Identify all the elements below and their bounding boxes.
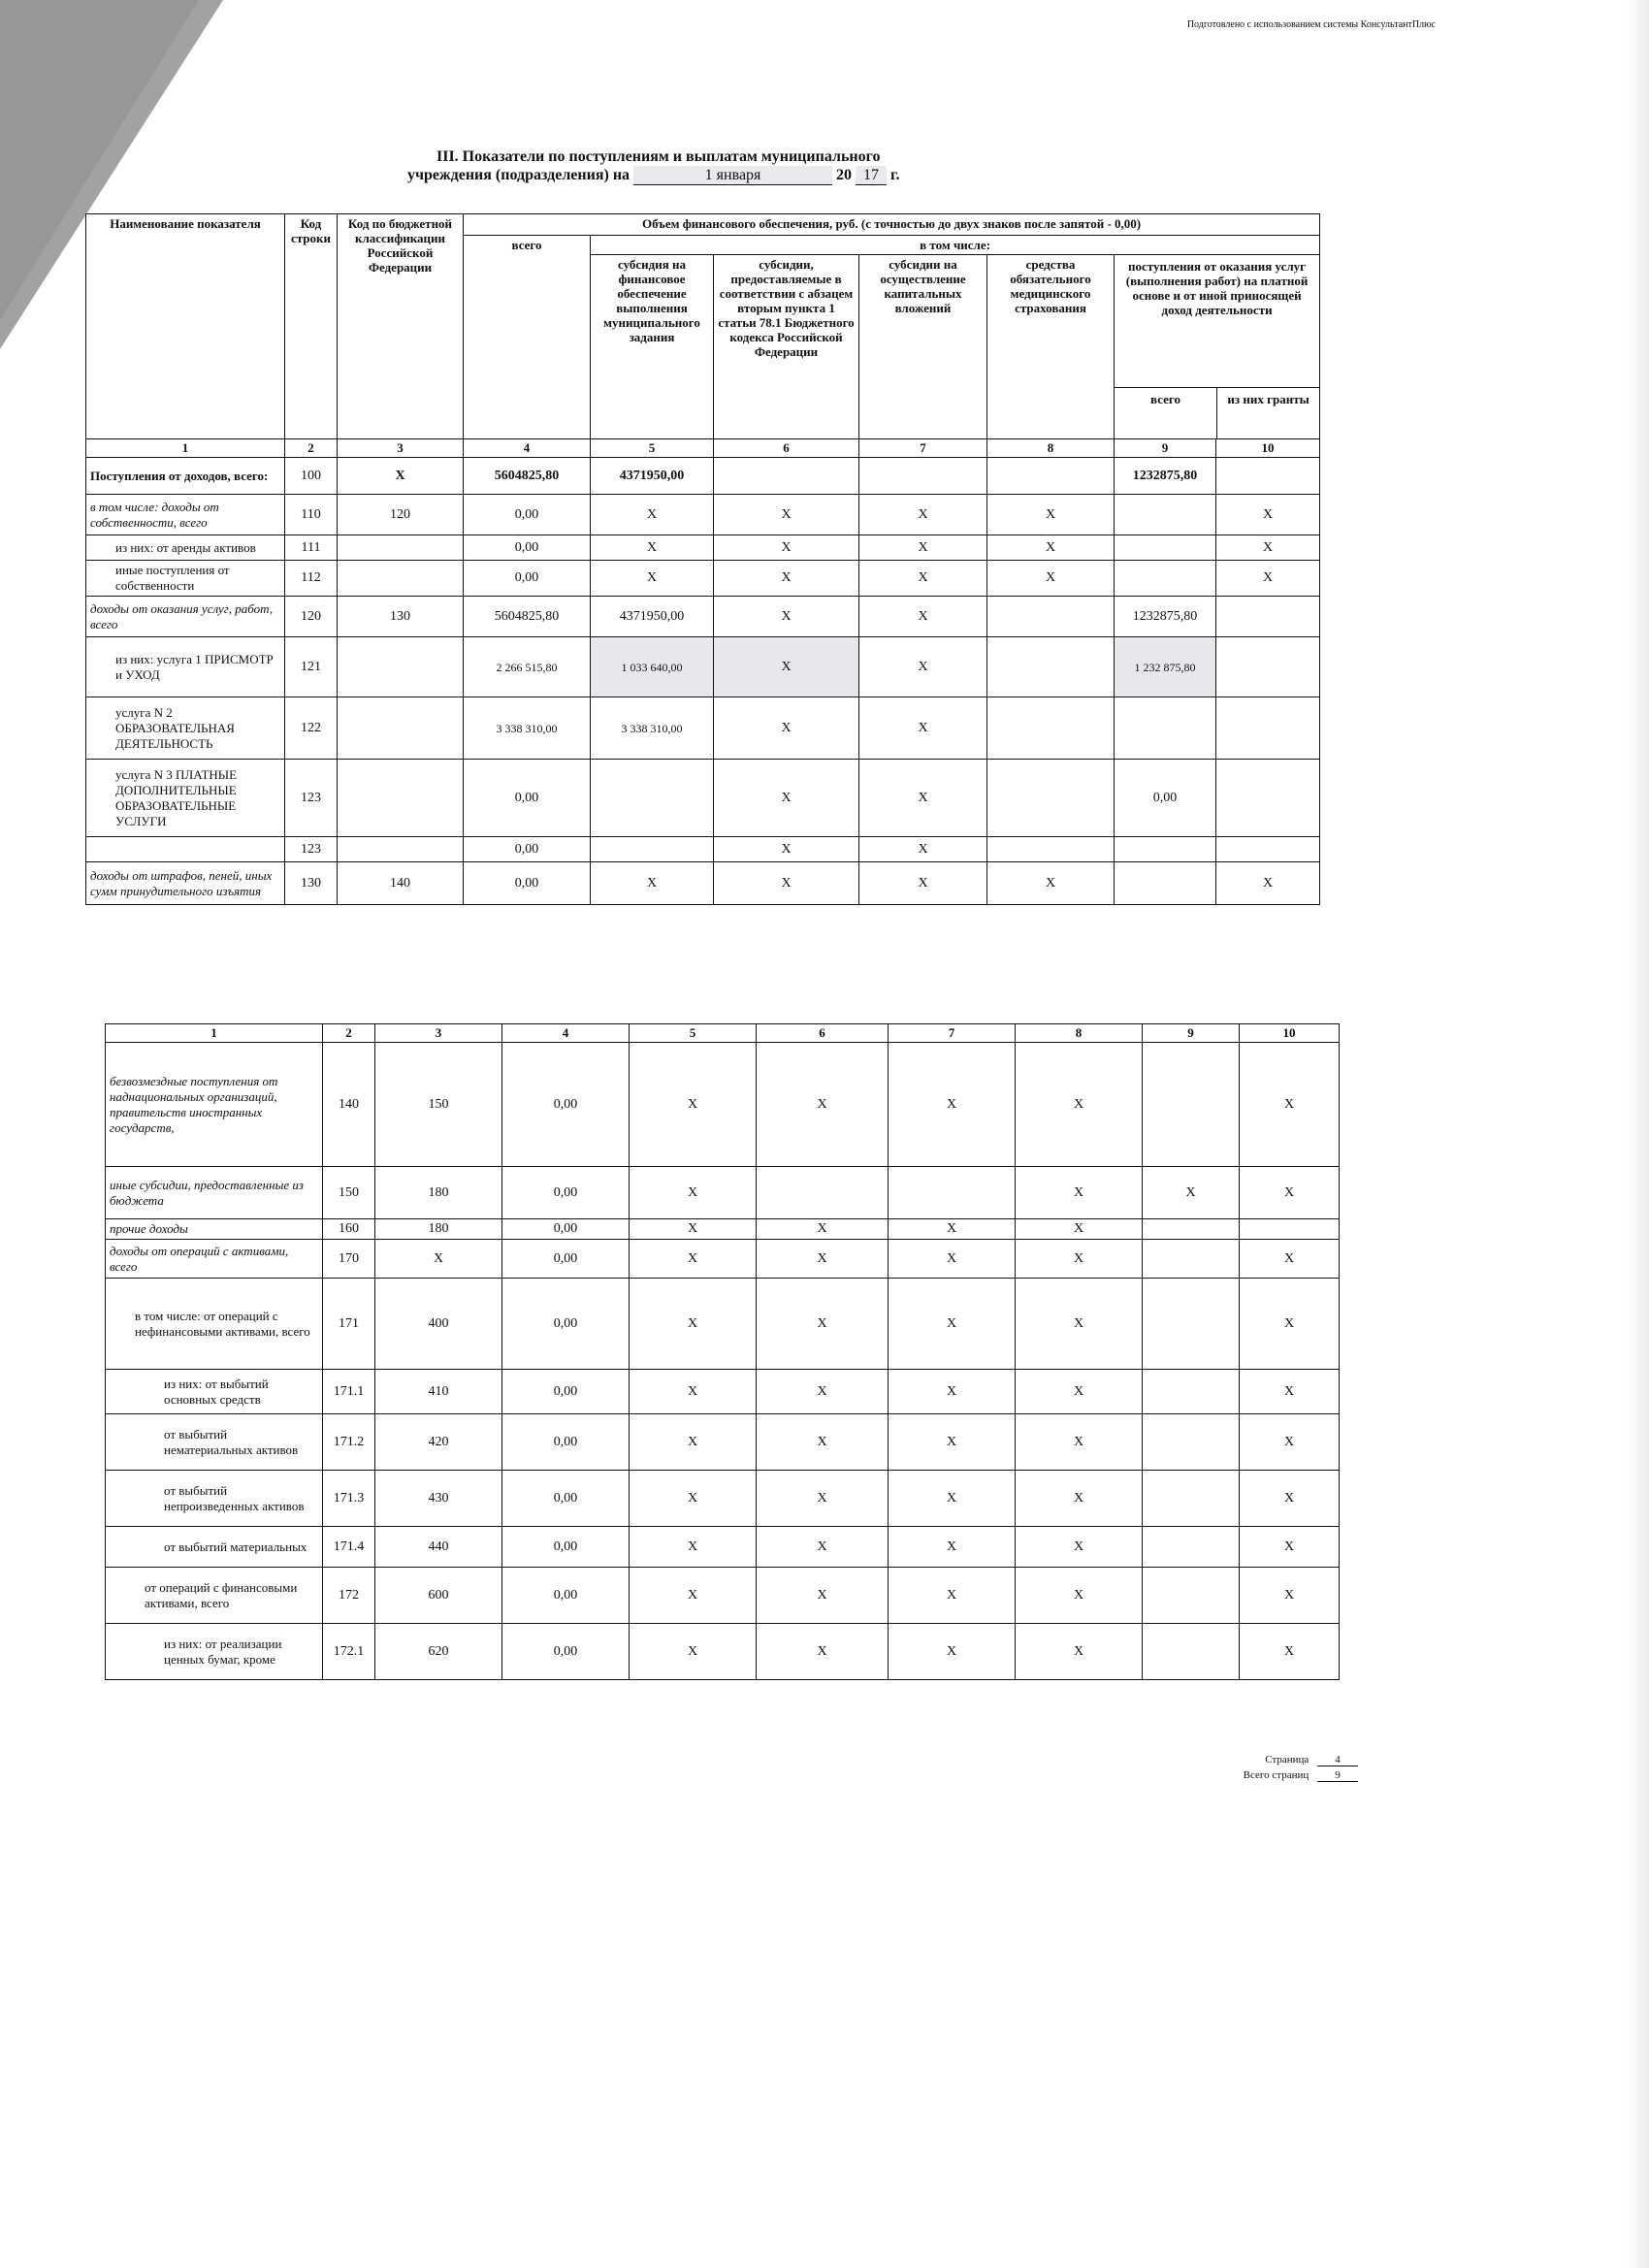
value-cell-col10: X [1240, 1043, 1340, 1167]
value-cell-col10: X [1240, 1240, 1340, 1279]
column-number: 8 [987, 439, 1115, 458]
row-code-cell: 172 [323, 1568, 375, 1624]
value-cell-col7: X [889, 1219, 1016, 1240]
row-code-cell: 112 [285, 561, 338, 597]
value-cell-col9 [1115, 535, 1216, 561]
value-cell-col8: X [987, 862, 1115, 905]
row-code-cell: 122 [285, 697, 338, 760]
row-code-cell: 171.1 [323, 1370, 375, 1414]
value-cell-col6: X [714, 637, 859, 697]
value-cell-col10: X [1216, 862, 1320, 905]
value-cell-col10 [1216, 597, 1320, 637]
value-cell-col4: 0,00 [502, 1370, 630, 1414]
value-cell-col4: 0,00 [502, 1240, 630, 1279]
value-cell-col4: 5604825,80 [464, 458, 591, 495]
value-cell-col5: X [630, 1527, 757, 1568]
value-cell-col5: 4371950,00 [591, 458, 714, 495]
value-cell-col10: X [1216, 561, 1320, 597]
column-number: 3 [375, 1024, 502, 1043]
value-cell-col8: X [1016, 1167, 1143, 1219]
value-cell-col7: X [859, 637, 987, 697]
value-cell-col7: X [889, 1527, 1016, 1568]
value-cell-col5 [591, 837, 714, 862]
value-cell-col6: X [714, 697, 859, 760]
row-kbk-cell: 620 [375, 1624, 502, 1680]
row-name-cell: прочие доходы [106, 1219, 323, 1240]
value-cell-col7: X [889, 1043, 1016, 1167]
value-cell-col5: X [630, 1219, 757, 1240]
value-cell-col9 [1143, 1527, 1240, 1568]
pages-total-label: Всего страниц [1243, 1769, 1310, 1781]
value-cell-col7: X [859, 862, 987, 905]
value-cell-col9 [1143, 1219, 1240, 1240]
value-cell-col4: 2 266 515,80 [464, 637, 591, 697]
value-cell-col9 [1115, 837, 1216, 862]
value-cell-col9: 0,00 [1115, 760, 1216, 837]
value-cell-col8 [987, 458, 1115, 495]
value-cell-col7: X [889, 1568, 1016, 1624]
row-code-cell: 171 [323, 1279, 375, 1370]
value-cell-col7: X [859, 597, 987, 637]
value-cell-col9 [1115, 561, 1216, 597]
title-year-prefix: 20 [836, 167, 853, 183]
value-cell-col7 [859, 458, 987, 495]
value-cell-col6: X [714, 495, 859, 535]
value-cell-col8 [987, 837, 1115, 862]
row-code-cell: 171.2 [323, 1414, 375, 1471]
row-name-cell: Поступления от доходов, всего: [86, 458, 285, 495]
table-row [86, 597, 1320, 637]
row-name-cell [86, 837, 285, 862]
row-kbk-cell: 420 [375, 1414, 502, 1471]
column-number-row [86, 439, 1320, 458]
column-number: 5 [630, 1024, 757, 1043]
row-kbk-cell [338, 760, 464, 837]
value-cell-col4: 0,00 [502, 1043, 630, 1167]
value-cell-col8: X [987, 561, 1115, 597]
column-number: 10 [1216, 439, 1320, 458]
row-name-cell: доходы от штрафов, пеней, иных сумм принудительного изъятия [86, 862, 285, 905]
row-kbk-cell: 180 [375, 1219, 502, 1240]
value-cell-col10 [1216, 458, 1320, 495]
value-cell-col9 [1115, 697, 1216, 760]
value-cell-col4: 0,00 [464, 561, 591, 597]
pages-total [1244, 1769, 1358, 1782]
value-cell-col10: X [1240, 1568, 1340, 1624]
pages-total-value: 9 [1317, 1769, 1358, 1782]
value-cell-col7: X [889, 1624, 1016, 1680]
value-cell-col4: 0,00 [502, 1527, 630, 1568]
value-cell-col9 [1115, 862, 1216, 905]
value-cell-col8: X [1016, 1527, 1143, 1568]
row-name-cell: из них: от аренды активов [86, 535, 285, 561]
row-code-cell: 120 [285, 597, 338, 637]
value-cell-col5: X [630, 1370, 757, 1414]
value-cell-col10 [1216, 697, 1320, 760]
column-number: 10 [1240, 1024, 1340, 1043]
table-row [86, 697, 1320, 760]
value-cell-col5: 3 338 310,00 [591, 697, 714, 760]
value-cell-col5: X [591, 535, 714, 561]
value-cell-col6: X [714, 561, 859, 597]
header-col7: субсидии на осуществление капитальных вложений [859, 255, 987, 439]
value-cell-col9 [1143, 1568, 1240, 1624]
value-cell-col6: X [757, 1414, 889, 1471]
row-kbk-cell: 600 [375, 1568, 502, 1624]
row-kbk-cell [338, 535, 464, 561]
column-number: 7 [889, 1024, 1016, 1043]
table-row [106, 1527, 1340, 1568]
value-cell-col4: 0,00 [464, 535, 591, 561]
value-cell-col7: X [889, 1414, 1016, 1471]
table-row [86, 760, 1320, 837]
table-row [106, 1279, 1340, 1370]
value-cell-col6: X [757, 1043, 889, 1167]
row-kbk-cell: X [375, 1240, 502, 1279]
value-cell-col10: X [1240, 1527, 1340, 1568]
value-cell-col5: 4371950,00 [591, 597, 714, 637]
value-cell-col6: X [757, 1568, 889, 1624]
header-paid-sub [1115, 388, 1319, 438]
value-cell-col7: X [889, 1370, 1016, 1414]
value-cell-col8: X [987, 535, 1115, 561]
row-kbk-cell: 180 [375, 1167, 502, 1219]
table-row [106, 1568, 1340, 1624]
header-total: всего [464, 236, 591, 439]
value-cell-col6: X [757, 1370, 889, 1414]
value-cell-col4: 0,00 [502, 1219, 630, 1240]
value-cell-col6: X [757, 1240, 889, 1279]
value-cell-col10 [1216, 637, 1320, 697]
value-cell-col4: 3 338 310,00 [464, 697, 591, 760]
title-line1: III. Показатели по поступлениям и выплатам муниципального [436, 148, 881, 165]
row-kbk-cell [338, 561, 464, 597]
header-col5: субсидия на финансовое обеспечение выполнения муниципального задания [591, 255, 714, 439]
value-cell-col6: X [757, 1624, 889, 1680]
value-cell-col6: X [714, 837, 859, 862]
value-cell-col9 [1143, 1240, 1240, 1279]
value-cell-col6: X [714, 535, 859, 561]
value-cell-col5: X [591, 561, 714, 597]
value-cell-col10: X [1240, 1471, 1340, 1527]
column-number: 5 [591, 439, 714, 458]
value-cell-col10: X [1240, 1370, 1340, 1414]
row-name-cell: из них: услуга 1 ПРИСМОТР и УХОД [86, 637, 285, 697]
value-cell-col5: X [630, 1471, 757, 1527]
title-line2-prefix: учреждения (подразделения) на [407, 167, 630, 183]
value-cell-col10: X [1216, 495, 1320, 535]
value-cell-col10: X [1240, 1279, 1340, 1370]
value-cell-col5 [591, 760, 714, 837]
value-cell-col5: 1 033 640,00 [591, 637, 714, 697]
row-name-cell: услуга N 3 ПЛАТНЫЕ ДОПОЛНИТЕЛЬНЫЕ ОБРАЗОВАТЕЛЬНЫЕ УСЛУГИ [86, 760, 285, 837]
header-paid: поступления от оказания услуг (выполнения работ) на платной основе и от иной приносящей доход деятельности [1115, 255, 1319, 388]
row-code-cell: 170 [323, 1240, 375, 1279]
row-name-cell: от выбытий непроизведенных активов [106, 1471, 323, 1527]
row-name-cell: от операций с финансовыми активами, всего [106, 1568, 323, 1624]
value-cell-col10: X [1240, 1414, 1340, 1471]
value-cell-col10: X [1240, 1167, 1340, 1219]
row-name-cell: доходы от операций с активами, всего [106, 1240, 323, 1279]
value-cell-col8: X [1016, 1043, 1143, 1167]
value-cell-col9: X [1143, 1167, 1240, 1219]
value-cell-col8: X [1016, 1370, 1143, 1414]
page-number [1265, 1754, 1358, 1766]
row-kbk-cell: X [338, 458, 464, 495]
header-code-row: Код строки [285, 214, 338, 439]
receipts-table-1 [85, 213, 1320, 905]
value-cell-col6: X [757, 1219, 889, 1240]
row-name-cell: иные субсидии, предоставленные из бюджета [106, 1167, 323, 1219]
table-row [86, 862, 1320, 905]
value-cell-col6: X [714, 862, 859, 905]
value-cell-col5: X [630, 1624, 757, 1680]
value-cell-col7: X [859, 697, 987, 760]
value-cell-col8: X [987, 495, 1115, 535]
table-row [86, 837, 1320, 862]
value-cell-col9 [1143, 1414, 1240, 1471]
value-cell-col8: X [1016, 1568, 1143, 1624]
value-cell-col6: X [757, 1527, 889, 1568]
column-number-row [106, 1024, 1340, 1043]
value-cell-col4: 0,00 [464, 837, 591, 862]
row-code-cell: 172.1 [323, 1624, 375, 1680]
row-code-cell: 140 [323, 1043, 375, 1167]
column-number: 9 [1115, 439, 1216, 458]
row-name-cell: от выбытий нематериальных активов [106, 1414, 323, 1471]
column-number: 6 [757, 1024, 889, 1043]
value-cell-col9 [1143, 1624, 1240, 1680]
section-title [407, 147, 1009, 185]
column-number: 4 [464, 439, 591, 458]
column-number: 6 [714, 439, 859, 458]
value-cell-col10 [1216, 760, 1320, 837]
row-kbk-cell: 440 [375, 1527, 502, 1568]
value-cell-col5: X [630, 1414, 757, 1471]
value-cell-col8: X [1016, 1240, 1143, 1279]
value-cell-col7: X [889, 1471, 1016, 1527]
row-code-cell: 130 [285, 862, 338, 905]
table-row [106, 1043, 1340, 1167]
column-number: 1 [86, 439, 285, 458]
page-edge [1628, 0, 1649, 2268]
value-cell-col4: 5604825,80 [464, 597, 591, 637]
row-name-cell: доходы от оказания услуг, работ, всего [86, 597, 285, 637]
table-row [106, 1240, 1340, 1279]
row-name-cell: от выбытий материальных [106, 1527, 323, 1568]
table-row [106, 1370, 1340, 1414]
row-code-cell: 171.4 [323, 1527, 375, 1568]
table-row [86, 637, 1320, 697]
value-cell-col6: X [714, 597, 859, 637]
table-row [86, 535, 1320, 561]
value-cell-col4: 0,00 [502, 1624, 630, 1680]
column-number: 2 [285, 439, 338, 458]
table-row [86, 458, 1320, 495]
value-cell-col4: 0,00 [464, 862, 591, 905]
header-paid-group [1115, 255, 1320, 439]
value-cell-col7: X [859, 561, 987, 597]
value-cell-col5: X [630, 1043, 757, 1167]
column-number: 2 [323, 1024, 375, 1043]
column-number: 8 [1016, 1024, 1143, 1043]
value-cell-col9 [1143, 1279, 1240, 1370]
row-kbk-cell: 430 [375, 1471, 502, 1527]
value-cell-col8 [987, 760, 1115, 837]
value-cell-col7: X [859, 535, 987, 561]
value-cell-col4: 0,00 [502, 1414, 630, 1471]
receipts-table-2 [105, 1023, 1340, 1680]
column-number: 3 [338, 439, 464, 458]
value-cell-col4: 0,00 [502, 1167, 630, 1219]
value-cell-col9: 1 232 875,80 [1115, 637, 1216, 697]
header-paid-total: всего [1115, 388, 1217, 438]
value-cell-col7: X [889, 1240, 1016, 1279]
value-cell-col5: X [591, 862, 714, 905]
title-year-suffix: г. [890, 167, 900, 183]
row-code-cell: 123 [285, 837, 338, 862]
row-name-cell: в том числе: доходы от собственности, всего [86, 495, 285, 535]
row-code-cell: 111 [285, 535, 338, 561]
row-name-cell: безвозмездные поступления от наднациональных организаций, правительств иностранных государств, [106, 1043, 323, 1167]
value-cell-col4: 0,00 [502, 1471, 630, 1527]
row-kbk-cell: 130 [338, 597, 464, 637]
header-volume: Объем финансового обеспечения, руб. (с точностью до двух знаков после запятой - 0,00) [464, 214, 1320, 236]
value-cell-col5: X [591, 495, 714, 535]
row-name-cell: из них: от выбытий основных средств [106, 1370, 323, 1414]
row-name-cell: в том числе: от операций с нефинансовыми активами, всего [106, 1279, 323, 1370]
value-cell-col5: X [630, 1279, 757, 1370]
row-code-cell: 110 [285, 495, 338, 535]
row-code-cell: 123 [285, 760, 338, 837]
header-code-budget: Код по бюджетной классификации Российской Федерации [338, 214, 464, 439]
page-label: Страница [1265, 1754, 1310, 1766]
row-name-cell: иные поступления от собственности [86, 561, 285, 597]
table-row [106, 1471, 1340, 1527]
value-cell-col4: 0,00 [464, 760, 591, 837]
value-cell-col4: 0,00 [464, 495, 591, 535]
row-name-cell: услуга N 2 ОБРАЗОВАТЕЛЬНАЯ ДЕЯТЕЛЬНОСТЬ [86, 697, 285, 760]
table-row [86, 495, 1320, 535]
value-cell-col6: X [757, 1471, 889, 1527]
value-cell-col7 [889, 1167, 1016, 1219]
row-kbk-cell [338, 837, 464, 862]
row-code-cell: 100 [285, 458, 338, 495]
value-cell-col8 [987, 697, 1115, 760]
value-cell-col7: X [859, 837, 987, 862]
value-cell-col9 [1143, 1370, 1240, 1414]
value-cell-col8 [987, 637, 1115, 697]
value-cell-col4: 0,00 [502, 1279, 630, 1370]
column-number: 9 [1143, 1024, 1240, 1043]
value-cell-col5: X [630, 1167, 757, 1219]
header-including: в том числе: [591, 236, 1320, 255]
value-cell-col10 [1216, 837, 1320, 862]
header-name: Наименование показателя [86, 214, 285, 439]
value-cell-col8: X [1016, 1219, 1143, 1240]
table-row [86, 561, 1320, 597]
value-cell-col8: X [1016, 1414, 1143, 1471]
table-row [106, 1414, 1340, 1471]
value-cell-col8: X [1016, 1624, 1143, 1680]
row-kbk-cell: 140 [338, 862, 464, 905]
row-kbk-cell: 410 [375, 1370, 502, 1414]
value-cell-col7: X [859, 760, 987, 837]
value-cell-col9: 1232875,80 [1115, 597, 1216, 637]
value-cell-col9 [1143, 1471, 1240, 1527]
row-kbk-cell: 150 [375, 1043, 502, 1167]
row-kbk-cell: 120 [338, 495, 464, 535]
column-number: 1 [106, 1024, 323, 1043]
header-col8: средства обязательного медицинского страхования [987, 255, 1115, 439]
value-cell-col6: X [757, 1279, 889, 1370]
title-date: 1 января [633, 166, 832, 185]
row-kbk-cell [338, 697, 464, 760]
table-row [106, 1167, 1340, 1219]
value-cell-col9 [1143, 1043, 1240, 1167]
row-kbk-cell: 400 [375, 1279, 502, 1370]
value-cell-col9: 1232875,80 [1115, 458, 1216, 495]
row-code-cell: 121 [285, 637, 338, 697]
row-name-cell: из них: от реализации ценных бумаг, кроме [106, 1624, 323, 1680]
row-code-cell: 171.3 [323, 1471, 375, 1527]
value-cell-col7: X [859, 495, 987, 535]
value-cell-col4: 0,00 [502, 1568, 630, 1624]
column-number: 4 [502, 1024, 630, 1043]
page-value: 4 [1317, 1754, 1358, 1766]
value-cell-col6 [714, 458, 859, 495]
value-cell-col10 [1240, 1219, 1340, 1240]
value-cell-col10: X [1240, 1624, 1340, 1680]
header-col6: субсидии, предоставляемые в соответствии с абзацем вторым пункта 1 статьи 78.1 Бюджетного кодекса Российской Федерации [714, 255, 859, 439]
row-kbk-cell [338, 637, 464, 697]
value-cell-col6 [757, 1167, 889, 1219]
column-number: 7 [859, 439, 987, 458]
value-cell-col10: X [1216, 535, 1320, 561]
value-cell-col7: X [889, 1279, 1016, 1370]
row-code-cell: 160 [323, 1219, 375, 1240]
header-paid-grants: из них гранты [1227, 392, 1310, 406]
value-cell-col8: X [1016, 1279, 1143, 1370]
table-row [106, 1219, 1340, 1240]
table-row [106, 1624, 1340, 1680]
value-cell-col5: X [630, 1240, 757, 1279]
value-cell-col8: X [1016, 1471, 1143, 1527]
value-cell-col5: X [630, 1568, 757, 1624]
value-cell-col8 [987, 597, 1115, 637]
value-cell-col9 [1115, 495, 1216, 535]
value-cell-col6: X [714, 760, 859, 837]
title-year: 17 [856, 166, 887, 185]
row-code-cell: 150 [323, 1167, 375, 1219]
header-note: Подготовлено с использованием системы КонсультантПлюс [1186, 19, 1436, 30]
